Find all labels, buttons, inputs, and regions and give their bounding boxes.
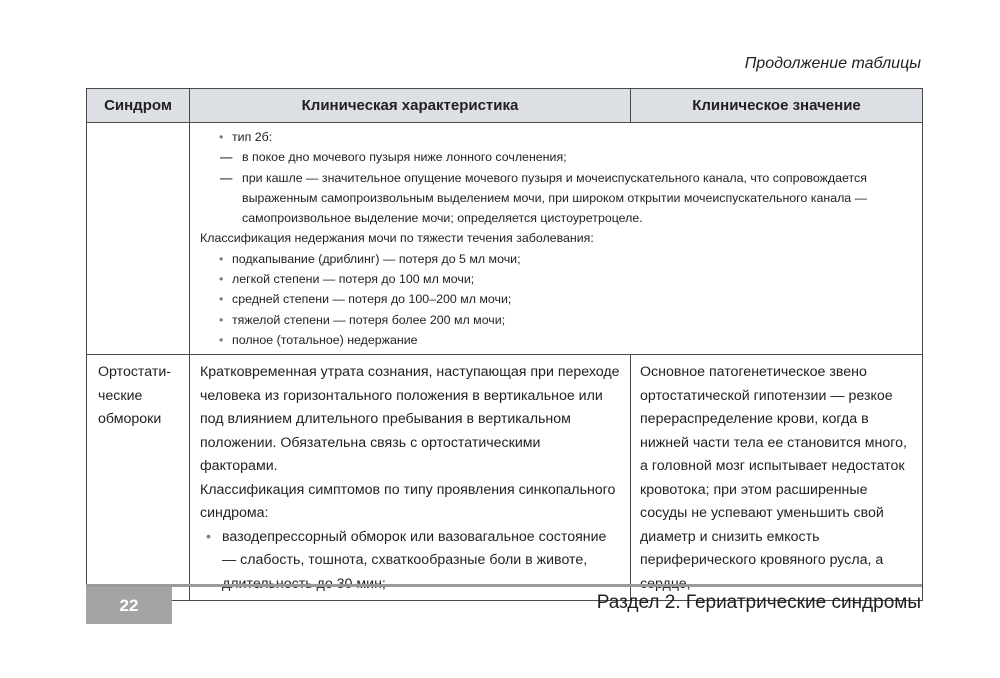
footer-rule (86, 584, 922, 587)
table-row-orthostatic (87, 355, 923, 601)
list-item: — в покое дно мочевого пузыря ниже лонного сочленения; (220, 147, 912, 167)
type-2b-label: тип 2б: (232, 130, 273, 144)
empty-syndrome-cell (87, 123, 190, 355)
column-header-meaning: Клиническое значение (631, 89, 923, 123)
type-list (200, 127, 912, 147)
list-item: • полное (тотальное) недержание (219, 330, 912, 350)
classification-title: Классификация недержания мочи по тяжести течения заболевания: (200, 231, 594, 246)
list-item (219, 127, 912, 147)
characteristic-paragraph: Кратковременная утрата сознания, наступающая при переходе человека из горизонтального положения в вертикальное или под влиянием длительного пребывания в вертикальном положении. Обязательна связь с ортостатическими факторами. (200, 364, 620, 475)
section-title: Раздел 2. Гериатрические синдромы (596, 592, 921, 613)
type-2b-sublist (200, 147, 912, 228)
list-item: • средней степени — потеря до 100–200 мл мочи; (219, 289, 912, 309)
syndrome-cell: Ортостати- ческие обмороки (87, 355, 190, 601)
list-item: • подкапывание (дриблинг) — потеря до 5 мл мочи; (219, 249, 912, 269)
list-item: — при кашле — значительное опущение мочевого пузыря и мочеиспускательного канала, что сопровождается выраженным самопроизвольным выделением мочи, при широком открытии мочеиспускательного канала — самопроизвольное выделение мочи; определяется цистоуретроцеле. (220, 168, 912, 229)
meaning-cell: Основное патогенетическое звено ортостатической гипотензии — резкое перераспределение крови, когда в нижней части тела ее становится много, а головной мозг испытывает недостаток кровотока; при этом расширенные сосуды не успевают уменьшить свой диаметр и снизить емкость периферического кровяного русла, а (631, 355, 923, 601)
list-item: • легкой степени — потеря до 100 мл мочи; (219, 269, 912, 289)
page-number: 22 (86, 587, 172, 624)
classification-list (200, 249, 912, 350)
table-header-row (87, 89, 923, 123)
column-header-characteristic: Клиническая характеристика (190, 89, 631, 123)
continued-characteristic-cell (190, 123, 923, 355)
syndromes-table (86, 88, 923, 601)
classification-symptoms-title: Классификация симптомов по типу проявления синкопального синдрома: (200, 481, 616, 522)
characteristic-cell (190, 355, 631, 601)
list-item: • вазодепрессорный обморок или вазовагальное состояние — слабость, тошнота, схваткообразные боли в животе, (206, 526, 620, 597)
column-header-syndrome: Синдром (87, 89, 190, 123)
list-item: • тяжелой степени — потеря более 200 мл мочи; (219, 310, 912, 330)
table-row-continued (87, 123, 923, 355)
continuation-label: Продолжение таблицы (744, 55, 921, 72)
